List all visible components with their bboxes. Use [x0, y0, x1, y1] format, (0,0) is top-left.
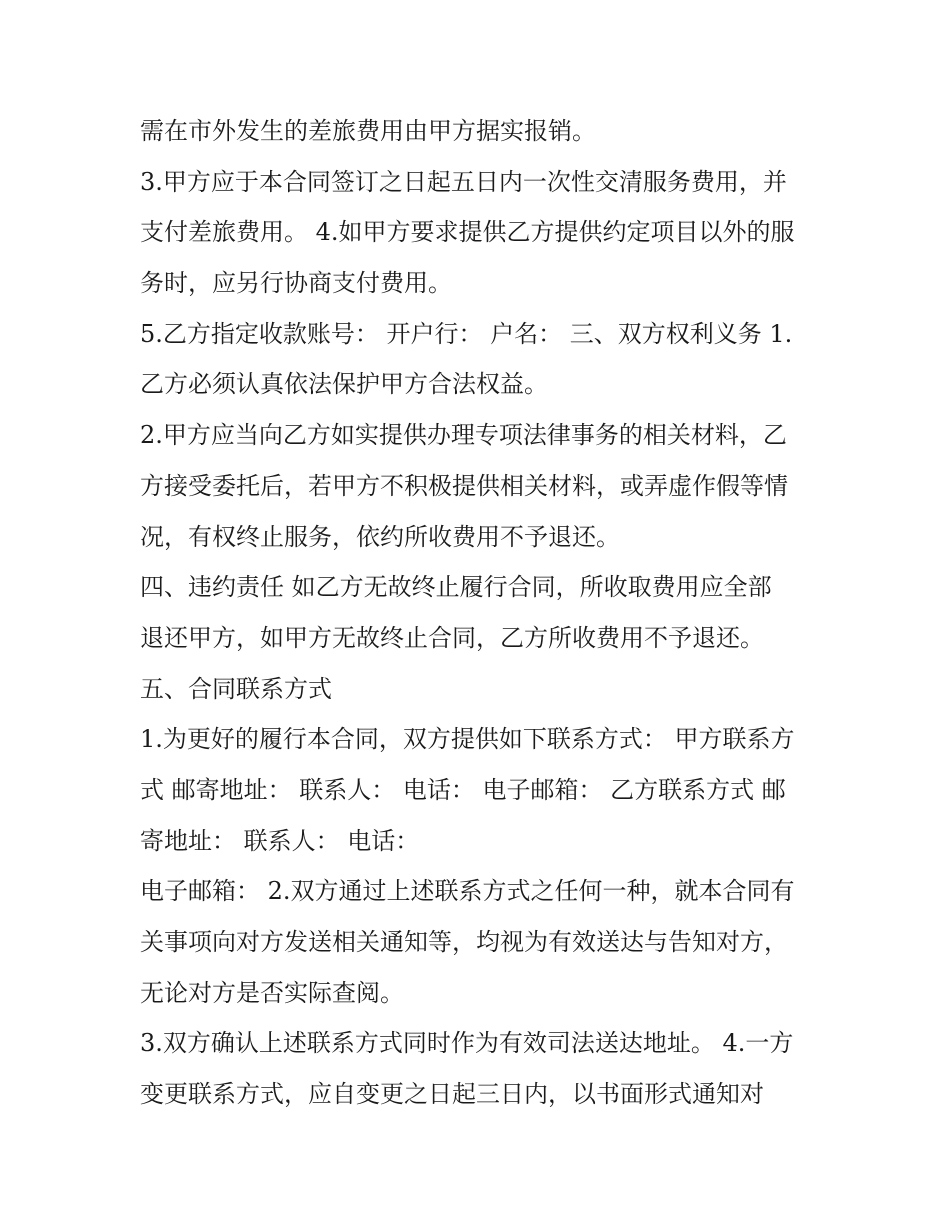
text-line: 无论对方是否实际查阅。 [140, 978, 404, 1007]
text-line: 变更联系方式，应自变更之日起三日内，以书面形式通知对 [140, 1080, 764, 1109]
text-line: 5.乙方指定收款账号： 开户行： 户名： 三、双方权利义务 1. [140, 319, 793, 348]
text-line: 四、违约责任 如乙方无故终止履行合同，所收取费用应全部 [140, 573, 772, 602]
text-line: 退还甲方，如甲方无故终止合同，乙方所收费用不予退还。 [140, 623, 764, 652]
text-line: 需在市外发生的差旅费用由甲方据实报销。 [140, 117, 596, 145]
text-line: 式 邮寄地址： 联系人： 电话： 电子邮箱： 乙方联系方式 邮 [140, 775, 786, 804]
text-line: 方接受委托后，若甲方不积极提供相关材料，或弄虚作假等情 [140, 471, 788, 500]
text-line: 电子邮箱： 2.双方通过上述联系方式之任何一种，就本合同有 [140, 877, 795, 906]
text-line: 2.甲方应当向乙方如实提供办理专项法律事务的相关材料，乙 [140, 421, 787, 450]
text-line: 3.双方确认上述联系方式同时作为有效司法送达地址。 4.一方 [140, 1029, 794, 1058]
text-line: 支付差旅费用。 4.如甲方要求提供乙方提供约定项目以外的服 [140, 218, 795, 247]
section-heading: 五、合同联系方式 [140, 674, 332, 703]
text-line: 务时，应另行协商支付费用。 [140, 269, 452, 298]
text-line: 寄地址： 联系人： 电话： [140, 826, 420, 855]
text-line: 3.甲方应于本合同签订之日起五日内一次性交清服务费用，并 [140, 167, 787, 196]
text-line: 1.为更好的履行本合同，双方提供如下联系方式： 甲方联系方 [140, 725, 795, 754]
text-line: 乙方必须认真依法保护甲方合法权益。 [140, 370, 548, 399]
text-line: 况，有权终止服务，依约所收费用不予退还。 [140, 522, 620, 551]
text-line: 关事项向对方发送相关通知等，均视为有效送达与告知对方， [140, 928, 788, 956]
document-body [140, 106, 820, 1120]
